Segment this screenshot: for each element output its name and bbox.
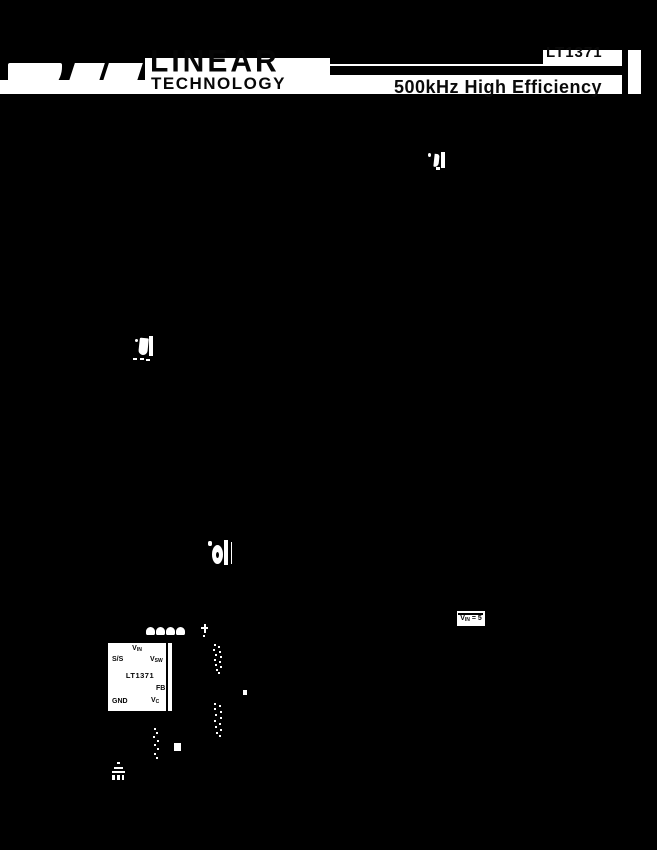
capacitor-fragment-dots: [154, 728, 156, 730]
pin-label-fb: FB: [156, 685, 166, 692]
pin-label-ss: S/S: [112, 656, 124, 663]
component-fragment: [174, 743, 181, 751]
pin-label-vin: $V_{IN}$: [132, 645, 142, 653]
plus-polarity-icon: [201, 624, 209, 638]
page-edge-sliver: [628, 50, 641, 94]
pin-label-gnd: GND: [112, 698, 128, 705]
part-number: LT1371: [546, 44, 603, 61]
pin-label-vc: $V_C$: [151, 697, 160, 705]
datasheet-subtitle: 500kHz High Efficiency: [394, 77, 603, 97]
header-divider-rule: [330, 66, 622, 75]
ic-part-label: LT1371: [125, 671, 155, 680]
script-fragment-icon: [133, 335, 155, 363]
circuit-node-dot: [243, 690, 247, 695]
resistor-fragment-dots: [214, 644, 216, 646]
brand-name-linear: LINEAR: [150, 44, 280, 79]
script-fragment-icon: [206, 539, 234, 569]
brand-name-technology: TECHNOLOGY: [151, 74, 286, 93]
script-fragment-icon: [427, 151, 449, 171]
ground-icon: [112, 762, 126, 780]
inductor-icon: [146, 627, 188, 636]
pin-label-vsw: $V_{SW}$: [150, 656, 163, 664]
resistor-fragment-dots: [214, 703, 216, 705]
graph-annotation-vin: $V_{IN} = 5$: [457, 611, 485, 626]
